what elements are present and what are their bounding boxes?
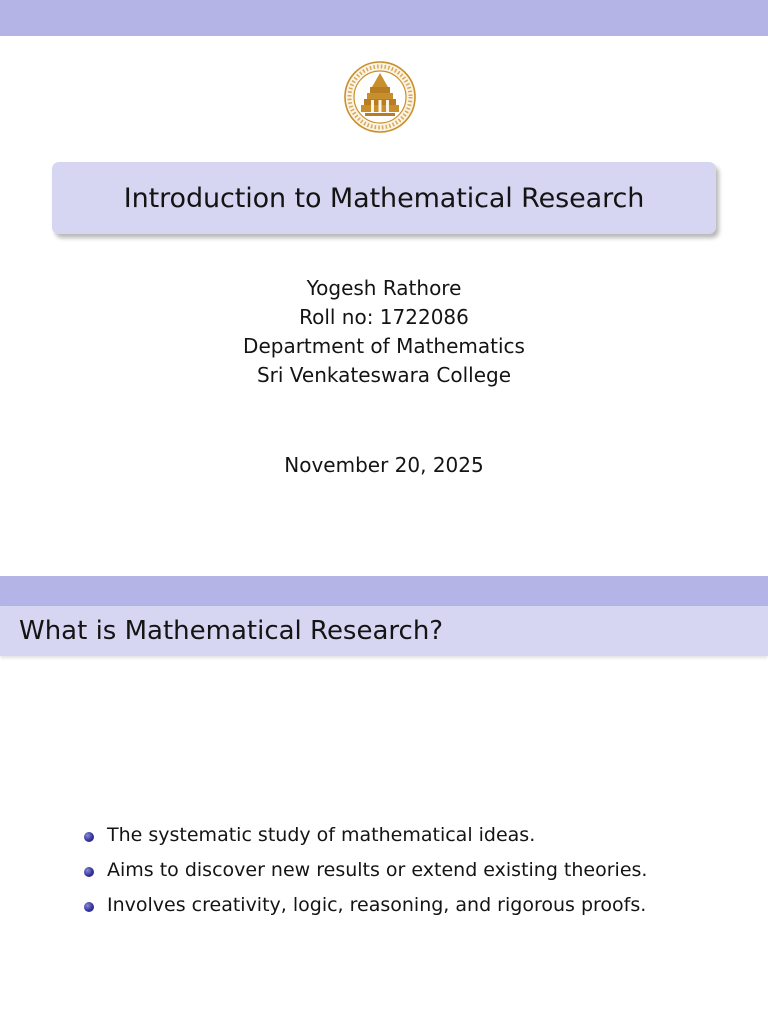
institution: Sri Venkateswara College: [256, 363, 512, 387]
presentation-title: Introduction to Mathematical Research: [123, 182, 645, 214]
college-seal-icon: [343, 60, 417, 134]
department: Department of Mathematics: [243, 334, 525, 358]
list-item: [84, 820, 744, 855]
roll-number: Roll no: 1722086: [299, 305, 469, 329]
presentation-date: November 20, 2025: [284, 453, 484, 477]
bullet-icon: [84, 867, 94, 877]
title-box: [52, 162, 716, 234]
list-item: [84, 890, 744, 925]
bullet-text: Aims to discover new results or extend existing theories.: [107, 859, 648, 881]
bullet-icon: [84, 902, 94, 912]
author-block: [0, 274, 768, 390]
header-bar: [0, 576, 768, 606]
bullet-text: Involves creativity, logic, reasoning, and rigorous proofs.: [107, 894, 647, 916]
content-slide: [0, 576, 768, 1024]
bullet-icon: [84, 832, 94, 842]
header-bar: [0, 0, 768, 36]
frame-title-bar: [0, 606, 768, 656]
frame-title: What is Mathematical Research?: [19, 616, 444, 646]
list-item: [84, 855, 744, 890]
bullet-list: [84, 820, 744, 925]
author-name: Yogesh Rathore: [306, 276, 462, 300]
bullet-text: The systematic study of mathematical ideas.: [107, 824, 536, 846]
